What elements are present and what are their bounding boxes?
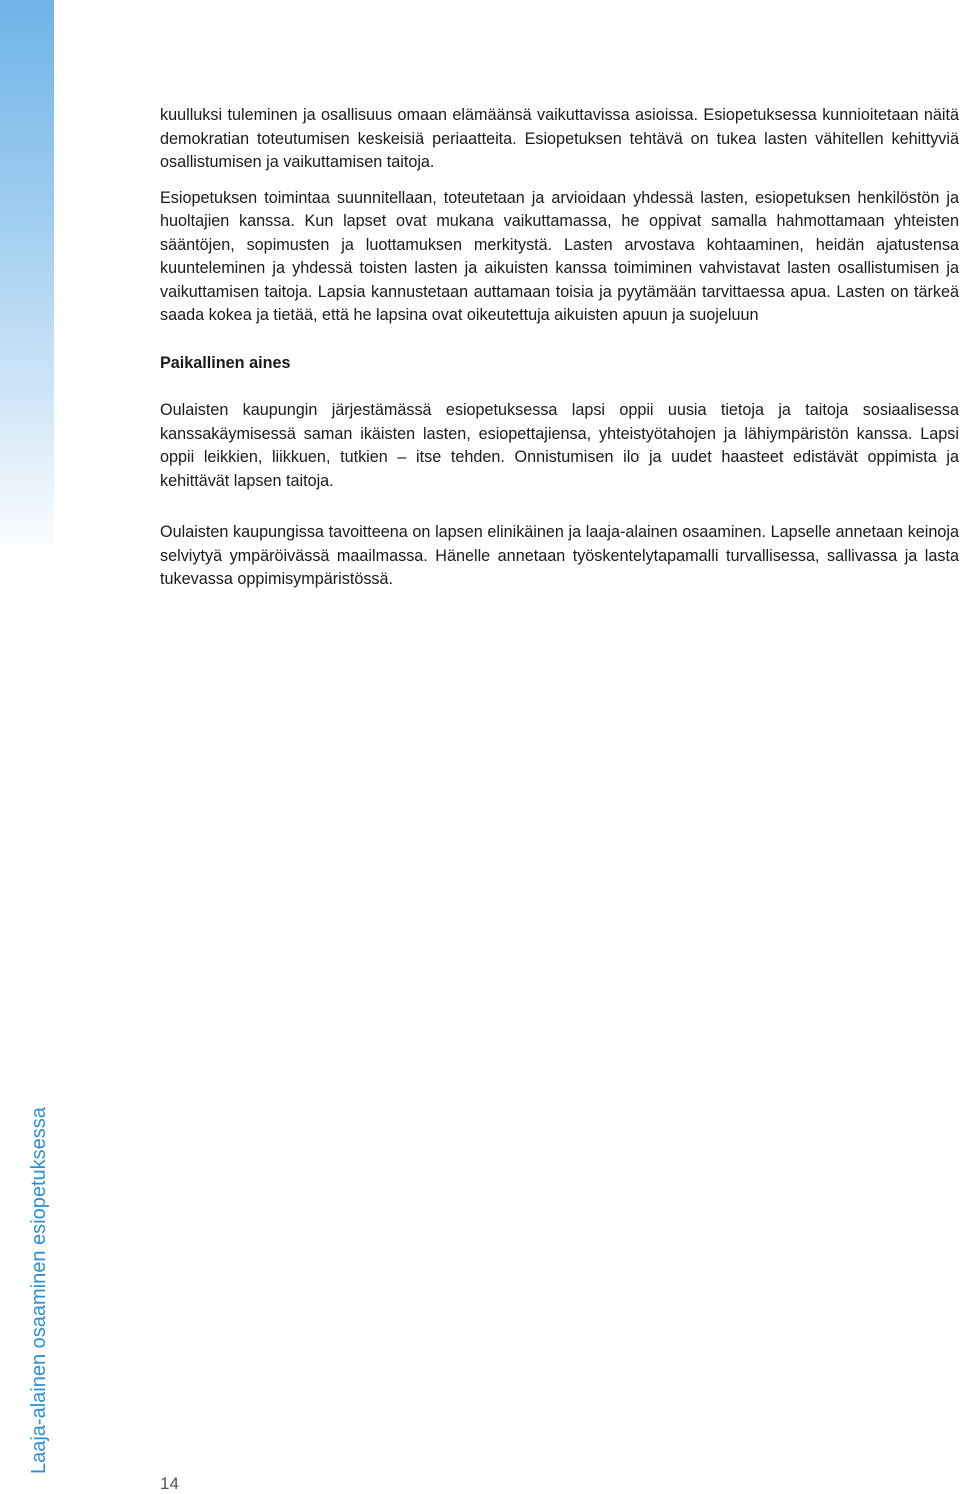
page-number: 14 (160, 1474, 179, 1493)
body-paragraph-2: Esiopetuksen toimintaa suunnitellaan, toteutetaan ja arvioidaan yhdessä lasten, esiopetuksen henkilöstön ja huoltajien kanssa. Kun lapset ovat mukana vaikuttamassa, he oppivat samalla hahmottamaan yhteisten sääntöjen, sopimusten ja luottamuksen merkitystä. Lasten arvostava kohtaaminen, heidän ajatustensa kuunteleminen ja yhdessä toisten lasten ja aikuisten kanssa toimiminen vahvistavat lasten osallistumisen ja vaikuttamisen taitoja. Lapsia kannustetaan auttamaan toisia ja pyytämään tarvittaessa apua. Lasten on tärkeä saada kokea ja tietää, että he lapsina ovat oikeutettuja aikuisten apuun ja suojeluun (160, 188, 959, 324)
side-color-band (0, 0, 54, 560)
body-paragraph-3: Oulaisten kaupungin järjestämässä esiopetuksessa lapsi oppii uusia tietoja ja taitoja sosiaalisessa kanssakäymisessä saman ikäisten lasten, esiopettajiensa, yhteistyötahojen ja lähiympäristön kanssa. Lapsi oppii leikkien, liikkuen, tutkien – itse tehden. Onnistumisen ilo ja uudet haasteet edistävät oppimista ja kehittävät lapsen taitoja. (160, 401, 959, 490)
sidebar-running-title: Laaja-alainen osaaminen esiopetuksessa (28, 1107, 50, 1474)
body-paragraph-4: Oulaisten kaupungissa tavoitteena on lapsen elinikäinen ja laaja-alainen osaaminen. Lapselle annetaan keinoja selviytyä ympäröivässä maailmassa. Hänelle annetaan työskentelytapamalli turvallisessa, sallivassa ja lasta tukevassa oppimisympäristössä. (160, 523, 959, 588)
section-heading: Paikallinen aines (160, 353, 291, 372)
body-paragraph-1: kuulluksi tuleminen ja osallisuus omaan elämäänsä vaikuttavissa asioissa. Esiopetuksessa kunnioitetaan näitä demokratian toteutumisen keskeisiä periaatteita. Esiopetuksen tehtävä on tukea lasten vähitellen kehittyviä osallistumisen ja vaikuttamisen taitoja. (160, 106, 959, 171)
main-content (160, 104, 959, 592)
